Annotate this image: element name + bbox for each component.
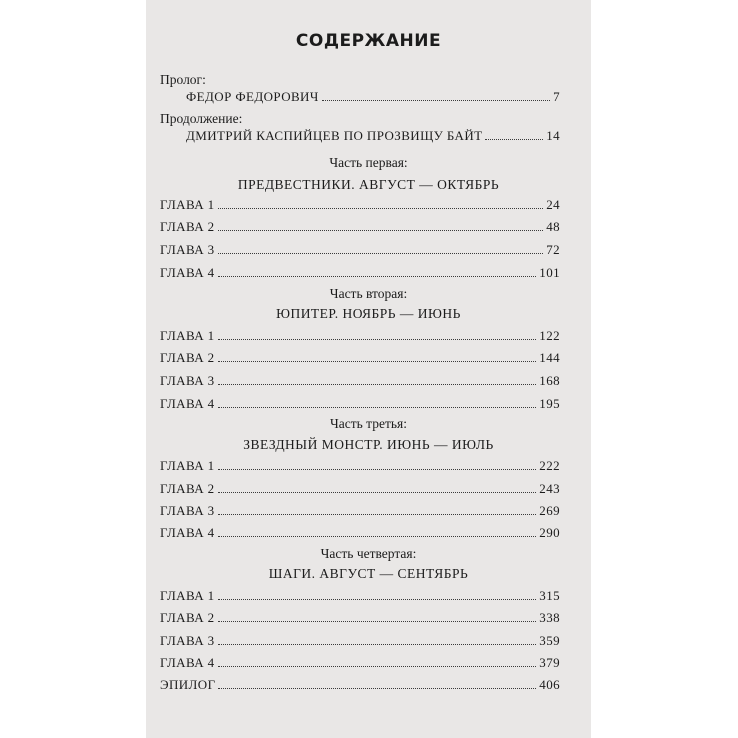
toc-entry-text: ГЛАВА 4 <box>160 265 215 280</box>
toc-entry-text: ГЛАВА 4 <box>160 396 215 411</box>
toc-entry-chapter <box>160 371 560 389</box>
toc-entry-page: 48 <box>546 219 560 234</box>
toc-entry-page: 406 <box>539 677 560 692</box>
toc-entry-chapter <box>160 348 560 366</box>
dot-leader <box>218 276 537 277</box>
toc-entry-text: ГЛАВА 2 <box>160 610 215 625</box>
dot-leader <box>322 100 550 101</box>
toc-entry-text: ГЛАВА 1 <box>160 458 215 473</box>
dot-leader <box>218 361 537 362</box>
toc-entry-page: 222 <box>539 458 560 473</box>
toc-entry-page: 101 <box>539 265 560 280</box>
toc-entry-chapter <box>160 456 560 474</box>
toc-entry-page: 379 <box>539 655 560 670</box>
toc-entry-page: 290 <box>539 525 560 540</box>
toc-entry-text: ГЛАВА 2 <box>160 481 215 496</box>
toc-entry-text: ГЛАВА 1 <box>160 588 215 603</box>
toc-entry-page: 144 <box>539 350 560 365</box>
toc-entry-text: ГЛАВА 2 <box>160 350 215 365</box>
dot-leader <box>218 536 537 537</box>
toc-entry-chapter <box>160 523 560 541</box>
toc-entry-text: ГЛАВА 3 <box>160 503 215 518</box>
part-title: ПРЕДВЕСТНИКИ. АВГУСТ — ОКТЯБРЬ <box>237 177 500 192</box>
part-title: ЮПИТЕР. НОЯБРЬ — ИЮНЬ <box>276 306 461 321</box>
toc-entry-chapter <box>160 263 560 281</box>
toc-entry-text: ГЛАВА 4 <box>160 525 215 540</box>
toc-entry-chapter <box>160 501 560 519</box>
dot-leader <box>218 208 544 209</box>
part-label: Часть четвертая: <box>320 546 417 561</box>
toc-entry-chapter <box>160 608 560 626</box>
toc-entry-prologue <box>186 87 560 105</box>
toc-entry-text: ГЛАВА 1 <box>160 197 215 212</box>
toc-entry-chapter <box>160 394 560 412</box>
toc-entry-page: 24 <box>546 197 560 212</box>
dot-leader <box>218 230 544 231</box>
toc-entry-chapter <box>160 217 560 235</box>
part-label: Часть первая: <box>329 155 408 170</box>
toc-entry-text: ДМИТРИЙ КАСПИЙЦЕВ ПО ПРОЗВИЩУ БАЙТ <box>186 128 483 143</box>
toc-entry-text: ГЛАВА 4 <box>160 655 215 670</box>
part-label: Часть третья: <box>329 416 407 431</box>
toc-entry-page: 315 <box>539 588 560 603</box>
dot-leader <box>485 139 543 140</box>
dot-leader <box>218 407 537 408</box>
toc-entry-page: 168 <box>539 373 560 388</box>
toc-entry-chapter <box>160 653 560 671</box>
toc-entry-page: 122 <box>539 328 560 343</box>
dot-leader <box>218 621 537 622</box>
toc-entry-text: ГЛАВА 3 <box>160 373 215 388</box>
toc-entry-epilogue <box>160 675 560 693</box>
dot-leader <box>218 384 537 385</box>
toc-entry-continuation <box>186 126 560 144</box>
toc-entry-chapter <box>160 586 560 604</box>
book-page <box>146 0 591 738</box>
dot-leader <box>218 514 537 515</box>
toc-entry-chapter <box>160 326 560 344</box>
dot-leader <box>218 599 537 600</box>
toc-entry-chapter <box>160 240 560 258</box>
toc-entry-text: ГЛАВА 3 <box>160 633 215 648</box>
toc-entry-page: 195 <box>539 396 560 411</box>
dot-leader <box>218 469 537 470</box>
toc-entry-page: 338 <box>539 610 560 625</box>
toc-entry-page: 359 <box>539 633 560 648</box>
toc-entry-text: ГЛАВА 3 <box>160 242 215 257</box>
toc-entry-text: ЭПИЛОГ <box>160 677 216 692</box>
dot-leader <box>218 253 544 254</box>
toc-entry-page: 269 <box>539 503 560 518</box>
prologue-label: Пролог: <box>160 72 206 87</box>
toc-entry-text: ФЕДОР ФЕДОРОВИЧ <box>186 89 319 104</box>
part-title: ЗВЕЗДНЫЙ МОНСТР. ИЮНЬ — ИЮЛЬ <box>243 437 494 452</box>
page-title: СОДЕРЖАНИЕ <box>295 31 442 51</box>
toc-entry-chapter <box>160 631 560 649</box>
part-label: Часть вторая: <box>329 286 408 301</box>
toc-entry-page: 14 <box>546 128 560 143</box>
dot-leader <box>218 644 537 645</box>
dot-leader <box>218 666 537 667</box>
toc-entry-text: ГЛАВА 2 <box>160 219 215 234</box>
toc-entry-chapter <box>160 195 560 213</box>
toc-entry-text: ГЛАВА 1 <box>160 328 215 343</box>
toc-entry-page: 7 <box>553 89 560 104</box>
part-title: ШАГИ. АВГУСТ — СЕНТЯБРЬ <box>268 566 469 581</box>
dot-leader <box>218 339 537 340</box>
dot-leader <box>218 688 536 689</box>
dot-leader <box>218 492 537 493</box>
toc-entry-chapter <box>160 479 560 497</box>
toc-entry-page: 243 <box>539 481 560 496</box>
toc-entry-page: 72 <box>546 242 560 257</box>
continuation-label: Продолжение: <box>160 111 243 126</box>
